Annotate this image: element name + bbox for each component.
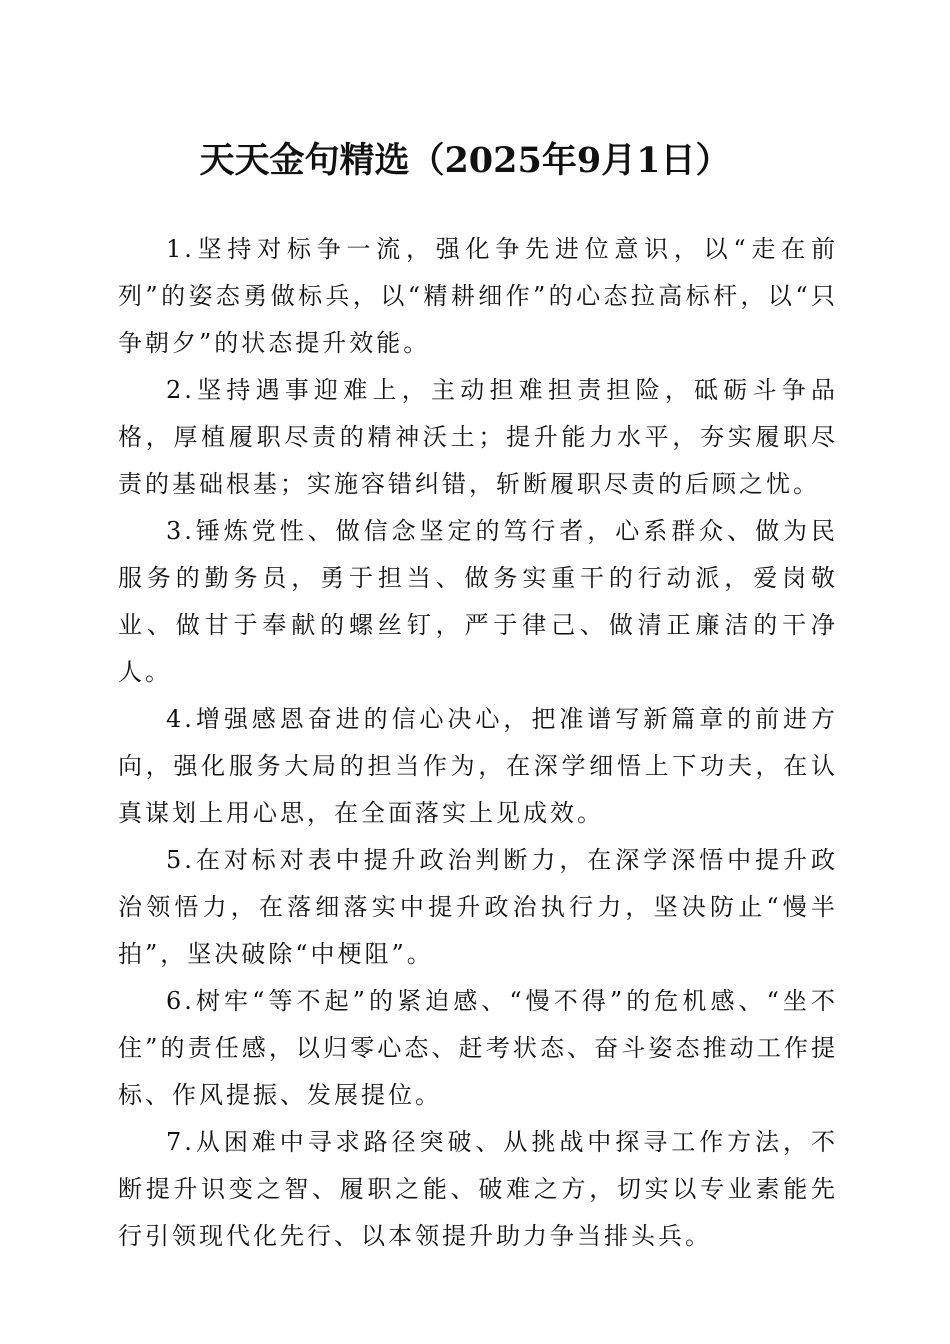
quote-item-4: 4.增强感恩奋进的信心决心，把准谱写新篇章的前进方向，强化服务大局的担当作为，在深学细悟上下功夫，在认真谋划上用心思，在全面落实上见成效。 — [118, 705, 838, 827]
quote-item-5: 5.在对标对表中提升政治判断力，在深学深悟中提升政治领悟力，在落细落实中提升政治执行力，坚决防止“慢半拍”，坚决破除“中梗阻”。 — [118, 846, 838, 968]
quote-item-1: 1.坚持对标争一流，强化争先进位意识，以“走在前列”的姿态勇做标兵，以“精耕细作”的心态拉高标杆，以“只争朝夕”的状态提升效能。 — [118, 235, 838, 357]
quote-item-3: 3.锤炼党性、做信念坚定的笃行者，心系群众、做为民服务的勤务员，勇于担当、做务实重干的行动派，爱岗敬业、做甘于奉献的螺丝钉，严于律己、做清正廉洁的干净人。 — [118, 517, 838, 686]
quote-item-7: 7.从困难中寻求路径突破、从挑战中探寻工作方法，不断提升识变之智、履职之能、破难之方，切实以专业素能先行引领现代化先行、以本领提升助力争当排头兵。 — [118, 1128, 838, 1250]
quote-list — [118, 226, 838, 1260]
quote-item-6: 6.树牢“等不起”的紧迫感、“慢不得”的危机感、“坐不住”的责任感，以归零心态、赶考状态、奋斗姿态推动工作提标、作风提振、发展提位。 — [118, 987, 838, 1109]
quote-item-2: 2.坚持遇事迎难上，主动担难担责担险，砥砺斗争品格，厚植履职尽责的精神沃土；提升能力水平，夯实履职尽责的基础根基；实施容错纠错，斩断履职尽责的后顾之忧。 — [118, 376, 838, 498]
document-title: 天天金句精选（2025年9月1日） — [199, 140, 731, 181]
